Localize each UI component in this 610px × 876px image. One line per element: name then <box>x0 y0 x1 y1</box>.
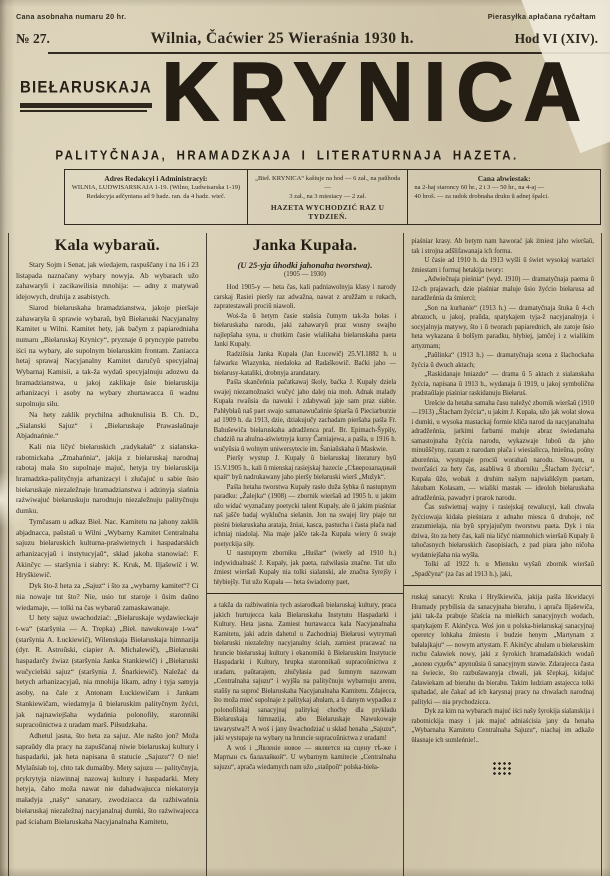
newspaper-title: KRYNICA <box>162 44 592 138</box>
paragraph: Urešcie da hetaha samaha času naležyć zbornik wieršaŭ (1910—1913) „Šlacham žyćcia“, u jakim J. Kupała, užo jak wołat słowa i dumki, u wysoka mastackaj formie kliča narod da nacyjanalnaha adradžeńnia, jarkimi farbami maluje abraz świedamaha samastojnaha žyćcia narodu, wykazwaje luboŭ da jaho minuŭščyny, razam z narodam płača i wiesialicca, hnieŭna, poŭny abureńnia, wystupaje prociŭ worahaŭ narodu. Słowam, u tworčaści za hety čas, asabliwa ŭ zborniku „Šlacham žyćcia“, Kupała ŭžo, wobak z druhim našym najwialikšym paetam, Jakubam Kołasam, — wialiki mastak — ideoloh biełaruskaha adradžeńnia, pawadyr i prarok narodu. <box>411 399 594 502</box>
paragraph: Woś-ža ŭ hetym časie staŭsia čutnym tak-ža hołas i biełaruskaha narodu, jaki zahawaryŭ praz wusny swajho najlepšaha syna, u chutkim časie wialikaha biełaruskaha paeta Janki Kupały. <box>213 312 397 349</box>
kupala-col2-section <box>214 235 397 587</box>
paragraph: Dyk za kim na wybarach majuć iści našy šyrokija sialanskija i rabotnickija masy i jak majuć adniaścisia jany da henaha „Wybarnaha Kamitetu Centralnaha Sajuzu“, niachaj im adkaže ŭłasnaje ich sumleńnie!.. <box>411 708 594 744</box>
address-cell <box>65 170 247 224</box>
elections-col3-text <box>411 593 594 745</box>
subscription-line1: „Bieł. KRYNICA“ kaštuje na hod — 6 zał., na paŭhoda — <box>255 175 401 192</box>
address-line2: Redakcyja adčyniana ad 9 hadz. ran. da 4 hadz. wieč. <box>86 193 226 201</box>
column-1 <box>9 233 207 876</box>
paragraph: „Son na kurhanie“ (1913 h.) — dramatyčnaja štuka ŭ 4-ch abrazoch, u jakoj, praŭda, spatykajem tyja-ž nacyjanalnyja i socyjalnyja matywy, što i ŭ tworach papiarednich, ale zatoje ŭsio heta wykazana ŭ bolšym paradku, hłybiej, jamčej i z wialikim artyzmam; <box>411 304 594 350</box>
address-title: Adres Redakcyi i Administracyi: <box>104 174 208 183</box>
year-number: Hod VI (XIV). <box>514 31 598 46</box>
kicker-rule-thin <box>20 110 147 112</box>
paragraph: Na hety zaklik prychilna adhuknulisia B. Ch. D., „Sialanski Sajuz“ i „Biełaruskaje Prawasłaŭnaje Abjadnańnie.“ <box>16 409 199 441</box>
paragraph: „Adwiečnaja pieśnia“ (wyd. 1910) — dramatyčnaja paema ŭ 12-ch prajawach, dzie piaśniar maluje ŭsio žyćcio biełarusa ad naradžeńnia da śmierci; <box>411 276 594 303</box>
column-2 <box>207 233 405 876</box>
kicker-rule-thick <box>20 103 152 108</box>
paragraph: Tymčasam u adkaz Bieł. Nac. Kamitetu na jahony zaklik abjadnacca, paŭstaŭ u Wilni „Wybarny Kamitet Centralnaha sajuzu biełaruskich kulturna-praświetnych i haspadarskich arhanizacyjaŭ i instytucyjaŭ“, skład jakoha stanowiać: F. Akinčyc — staršynia i siabry: K. Kruk, M. Iljašewič i W. Hryškiewič. <box>16 516 199 580</box>
ad-rates-title: Cana abwiestak: <box>477 174 531 183</box>
kupala-years: (1905 — 1930) <box>284 271 326 279</box>
publication-info-box <box>64 169 601 225</box>
paragraph: Čas suświetnaj wajny i rasiejskaj rewalucyi, kali chwala žyćciowaja kidała pieśniara z adnaho miesca ŭ druhoje, reč zrazumiełaja, nia byŭ spryjajučym tworstwu paeta. Dyk i nia dziwa, što za hety čas, kali nia ličyć niamnohich wieršaŭ Kupały ŭ tahočasnych biełaruskich časopisiach, z pad piara jaho ničoha wydatniejšaha nia wyšła. <box>411 504 594 559</box>
paragraph: U časie ad 1910 h. da 1913 wyšli ŭ świet wysokaj wartaści źmiestam i formaj hetakija twory: <box>411 257 594 274</box>
paragraph: U hety sajuz uwachodziać: „Biełaruskaje wydawieckaje t-wa“ (staršynia — A. Trepka) „Bieł. nawukowaje t-wa“ (staršynia A. Łuckiewič), Wilenskaja Biełaruskaja himnazija (dyr. R. Astroŭski, ciapier A. Michalewič), „Biełaruski haspadarčy źwiaz (staršynia Janka Stankiewič) i „Biełaruski wučycielski sajuz“ (staršynia J. Šnarkiewič). Naležać da hetych arhanizacyjaŭ, nia mnohija likam, adny i tyja samyja asoby, na čale z Antonam Łuckiewičam i Jankam Stankiewičam, wiedamyja ŭ biełaruskim palityčnym žyćci, jak najnawiejšaha wydańnia polonofiły, staronniki supracoŭnictwa z uradam marš. Piłsudzkaha. <box>16 613 199 730</box>
paragraph: ruskaj sanacyi: Kruka i Hryškiewiča, jakija paśla likwidacyi Hramady prybilisia da sanacyjnaha bierahu, i aprača Iljašewiča, jaki tak-ža prabuje ščaścia na miełkich sanacyjnych wodach, spatykajem F. Akinčyca. Woś jon u polska-biełaruskaj sanacyjnaj operetcy lohkaha źmiestu i budzie henym „Martynam z bałałajkaju“ — nowym artystam. F. Akinčyc ahułam u biełaruskim ruchu čaławiek nowy, jaki z šyrokich hramadaŭskich wodaŭ „волею судебъ“ apynuŭsia ŭ sanacyjnym stawie. Zdarajecca časta na świecie, što razbušawanyja chwali, jak ščepkaj, kidajuć čaławiekam ad bierahu da bierahu. Takim ludziam astajecca tolki spahadać, ale čakać ad ich karysnaj pracy na chwalach narodnaj palityki — nia prychodzicca. <box>411 594 594 706</box>
subscription-cell <box>247 170 408 224</box>
masthead-kicker: BIEŁARUSKAJA <box>20 78 152 98</box>
paragraph: „Paŭlinka“ (1913 h.) — dramatyčnaja scena z šlachockaha žyćcia ŭ dwuch aktach; <box>411 352 594 369</box>
paragraph: a takža da raźbiwańnia tych asiarodkaŭ biełaruskaj kultury, praca jakich hurtujecca kala Biełaruskaha Instytutu Haspadarki i Kultury. Heta jasna. Zamiest hurtawacca kala Nacyjanalnaha Kamitetu, jaki adzin dahetul u Zachodniaj Biełarusi wytrymaŭ biełaruski niezaležny nacyjanalny ściah, zamiest pracawać na hruncie biełaruskaj kultury i ekanomiki ŭ Biełaruskim Instytucie Haspadarki i Kultury, hrupka staronnikaŭ supracoŭnictwa z uradam, paŭtarajem, złučyłasia pad šumnym nazowam „Centralnaha sajuzu“ i wyjšła na palityčnuju wybarnuju arenu, staŭšy na suproć Biełaruskaha Nacyjanalnaha Kamitetu. Zdajecca, što moža mieć supolnaje z palitykaj ahułam, a ŭ danym wypadku z polonofilskaj sanacyjnaj palitykaj choćby dla prykładu Biełaruskaja himnazija, abo Biełaruskaje Nawukowaje tawarystwa?! A woś i jany ŭwachodziać u skład henaha „Sajuzu“, jaki wystupaje na wybary na hruncie supracoŭnictwa z uradam! <box>213 602 397 743</box>
issue-number: № 27. <box>16 31 50 46</box>
postage-notice: Pierasyłka apłačana ryčałtam <box>487 12 596 21</box>
paragraph: Paśla skančeńnia pačatkawaj školy, baćka J. Kupały dziela swajej niezamožnaści wučyć jaho dalej nia moh. Adnak malady Kupała rwaŭsia da nawuki i zdabywaŭ jaje sam praz siabie. Pahłybłaŭ naš paet swajo samanawučańnie śpiarša ŭ Pieciarburzie ad 1909 h. da 1913, dzie, dziakujučy zachadam pieršaha paśla Fr. Bahušewiča biełaruskaha adradženca praf. Br. Epimach-Šypily, chadziŭ na ahulna-aświetnyja kursy Čarniajewa, a paśla, u 1916 h. wučyŭsia ŭ wolnym uniwersytecie im. Šaniaŭskaha ŭ Maskwie. <box>213 379 397 453</box>
paragraph: A woś i „Явленіе новое — является на сцену тѣ-же i Мартын съ балалайкой“. U wybarnym kamitecie „Centralnaha sajuzu“, aprača wiedamych nam užo „staŭpoŭ“ polska-bieła- <box>213 744 397 771</box>
kupala-col3-section <box>411 235 594 579</box>
column-3 <box>404 233 602 876</box>
article-columns <box>8 233 602 876</box>
kupala-subtitle: (U 25-yja ŭhodki jahonaha tworstwa). <box>237 260 373 271</box>
paragraph: Stary Sojm i Senat, jak wiedajem, raspuščany i na 16 i 23 listapada naznačany wybary nowyja. Ab wybarach užo zahawaryli i zacikawilisia mnohija: — adny z matywaŭ idejowych, druhija z asabistych. <box>16 260 199 302</box>
kupala-col2-text <box>214 283 397 587</box>
paragraph: Dyk što-ž heta za „Sajuz“ i što za „wybarny kamitet“? Ci nia nowaje tut što? Nie, usio tut staroje i ŭsim daŭno wiedamaje, — tolki na čas wybaraŭ zamaskawanaje. <box>16 581 199 612</box>
column3-section-rule <box>404 585 601 586</box>
paragraph: U nastupnym zborniku „Huślar“ (wieršy ad 1910 h.) indywidualnaść J. Kupały, jak paeta, raźwiłasia značne. Tut užo źmiest wieršaŭ Kupały nia tolki sialanski, ale značna šyrejšy i hłybiejšy. Tut užo Kupała — heta świadomy paet, <box>213 550 397 586</box>
paragraph: Radziŭsia Janka Kupała (Jan Łucewič) 25.VI.1882 h. u falwarku Wiazynka, niedaloka ad Radaškowič. Baćki jaho — biełarusy-kataliki, drobnyja arandatary. <box>213 350 397 377</box>
paragraph: Tolki až 1922 h. u Miensku wyšaŭ zbornik wieršaŭ „Spadčyna“ (za čas ad 1913 h.), jaki, <box>411 561 594 578</box>
masthead-kicker-block <box>20 78 152 148</box>
ad-rates-line1: na 2-haj staroncy 60 hr., 2 i 3 — 50 hr., na 4-aj — <box>414 184 545 192</box>
price-notice: Cana asobnaha numaru 20 hr. <box>16 12 127 21</box>
article-title-elections: Kala wybaraŭ. <box>54 237 160 255</box>
paragraph: Pieršy wystup J. Kupały ŭ biełaruskaj literatury byŭ 15.V.1905 h., kali ŭ mienskaj rasiejskaj hazecie „Сѣверозападный край“ byŭ nadrukawany jaho pieršy biełaruski wierš „Mužyk“. <box>213 455 397 482</box>
column2-section-rule <box>207 593 404 594</box>
paragraph: piaśniar krasy. Ab hetym nam haworać jak źmiest jaho wieršaŭ, tak i strojna adšlifawanaja ich forma. <box>411 238 594 255</box>
subscription-line2: 3 zał., na 3 miesiacy — 2 zał. <box>289 193 367 201</box>
paragraph: Siarod biełaruskaha hramadzianstwa, jakoje pieršaje zahawaryła ŭ sprawie wybaraŭ, byŭ Biełaruski Nacyjanalny Kamitet u Wilni. Kamitet hety, jak bačym z papiaredniaha numaru „Biełaruskaj Krynicy“, pryznaje ŭ pryncypie patrebu iści na wybary, ale supolnym biełaruskim frontam. Zaniacca hetaj sprawaj Nacyjanalny Kamitet daručyŭ specyjalnaj Wybarnaj Kamisii, a tak-ža wydaŭ specyjalnuju adozwu da hramadzianstwa, u jakoj zaklikaje ŭsie biełaruskija arhanizacyi i asoby na wybary zhurtawacca ŭ wadnu supolnuju siłu. <box>16 302 199 409</box>
elections-col3-continuation <box>411 593 594 776</box>
city-and-date: Wilnia, Čaćwier 25 Wieraśnia 1930 h. <box>150 30 414 47</box>
paragraph: „Raskidanaje hniazdo“ — drama ŭ 5 aktach z sialanskaha žyćcia, napisana ŭ 1913 h., wydanaja ŭ 1919, u jakoj symbolična pradstaŭlaje piaśniar raskidanuju Biełaruś. <box>411 371 594 398</box>
paragraph: Adhetul jasna, što heta za sajuz. Ale našto jon? Moža sapraŭdy dla pracy na zapuščanaj niwie biełaruskaj kultury i haspadarki, jak heta napisana ŭ statucie „Sajuzu“? O nie! Mylaŭsiab toj, chto tak dumaŭby. Mety sajuzu — palityčnyja, prykrytyja niawinnaj nazowaj kultury i haspadarki. Mety hetyja, čaho moža nawat nie dahadwajucca niekatoryja maładyja „našy“ sanatary, zwodziacca da raźbiwańnia biełaruskaj niezaležnaj nacyjanalnaj dumki, što raźwiwajecca pad ściaham Biełaruskaha Nacyjanalnaha Kamitetu, <box>16 730 199 826</box>
elections-col1-text <box>16 260 199 827</box>
weekly-notice: HAZETA WYCHODZIĆ RAZ U TYDZIEŃ. <box>270 202 385 221</box>
paragraph: Hod 1905-y — heta čas, kali padniawolnyja klasy i narody carskaj Rasiei pieršy raz adwažna, nawat z aružžam u rukach, zapratestawali prociŭ niawoli. <box>213 284 397 311</box>
paragraph: Kali nia ličyć biełaruskich „radykałaŭ“ z sialanska-rabotnickaha „Zmahańnia“, jakija z biełaruskaj narodnaj rabotaj mała što supolnaje majuć, hetyja try biełaruskija hramadzka-palityčnyja arhanizacyi i złučajuć u sabie ŭsio biełaruskaje niezaležnaje hramadzianstwa i adzinyja siańnia raźwiwajuć biełaruskuju narodnuju niezaležnuju palityčnuju dumku. <box>16 441 199 516</box>
elections-col2-continuation <box>214 601 397 772</box>
address-line1: WILNIA, LUDWISARSKAJA 1-19. (Wilno, Ludwisarska 1-19) <box>71 184 241 192</box>
paragraph: Paśla hetaha tworstwa Kupały rasło duža šybka ŭ nastupnym paradku: „Žalejka“ (1908) — zbornik wieršaŭ ad 1905 h. u jakim užo widać wyznačany poetycki talent Kupały, ale ŭ jakim piaśniar naš jašče badaj wyklučna sielanin. Jon na swajej liry piaje tut pieśni biełaruskaha arataja, žniai, kasca, pastucha i časta płača nad ichniaj niadolaj. Nia maje jašče tak-ža Kupała wiery ŭ swaje poetyckija siły. <box>213 483 397 548</box>
top-notice-bar <box>0 0 610 21</box>
ad-rates-line2: 40 hroš. — za radok drobnaha druku ŭ adnej špalci. <box>414 193 549 201</box>
ad-rates-cell <box>407 170 600 224</box>
end-ornament <box>492 761 513 776</box>
article-title-kupala: Janka Kupała. <box>252 237 358 255</box>
newspaper-subtitle: PALITYČNAJA, HRAMADZKAJA I LITERATURNAJA HAZETA. <box>55 149 519 163</box>
masthead <box>0 44 610 148</box>
